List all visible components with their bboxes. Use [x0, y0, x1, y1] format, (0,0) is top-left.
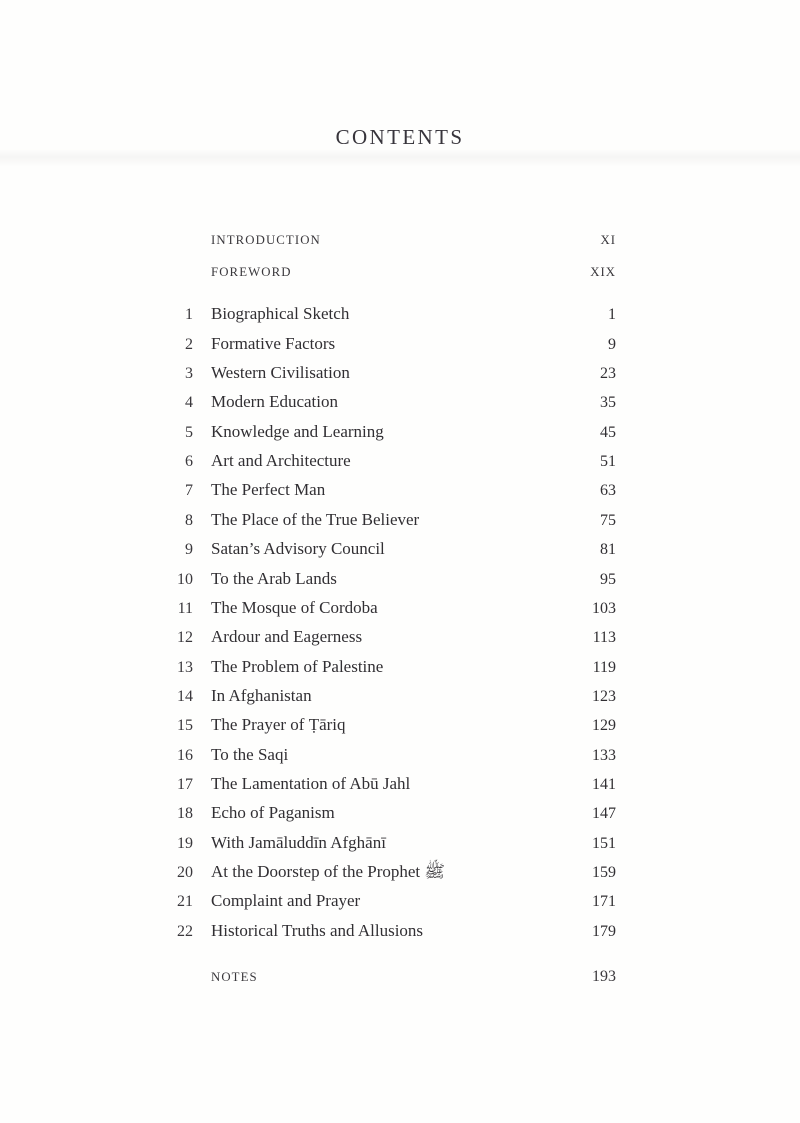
- chapter-title: Western Civilisation: [211, 363, 350, 383]
- chapter-list: [148, 299, 616, 945]
- page-number: 159: [592, 864, 616, 882]
- chapter-title: Ardour and Eagerness: [211, 627, 363, 647]
- chapter-number: 6: [185, 453, 193, 471]
- page-number: 141: [592, 776, 616, 794]
- page-number: 9: [608, 335, 616, 353]
- page-number: 35: [600, 394, 616, 412]
- table-of-contents: [148, 224, 616, 993]
- chapter-row: [148, 299, 616, 328]
- chapter-row: [148, 740, 616, 769]
- page-number: 75: [600, 511, 616, 529]
- section-label: FOREWORD: [211, 265, 292, 279]
- chapter-number: 5: [185, 423, 193, 441]
- section-label: INTRODUCTION: [211, 233, 321, 247]
- front-matter-row: [148, 224, 616, 256]
- chapter-number: 2: [185, 335, 193, 353]
- chapter-title: Knowledge and Learning: [211, 421, 384, 441]
- chapter-row: [148, 505, 616, 534]
- page-number: 1: [608, 306, 616, 324]
- back-matter-row: [148, 961, 616, 993]
- chapter-row: [148, 446, 616, 475]
- chapter-number: 10: [177, 570, 193, 588]
- page-number: 193: [592, 967, 616, 985]
- chapter-row: [148, 857, 616, 886]
- chapter-number: 19: [177, 834, 193, 852]
- chapter-title: Art and Architecture: [211, 451, 351, 471]
- chapter-row: [148, 886, 616, 915]
- chapter-title: Complaint and Prayer: [211, 891, 361, 911]
- chapter-row: [148, 564, 616, 593]
- chapter-row: [148, 358, 616, 387]
- chapter-row: [148, 622, 616, 651]
- chapter-row: [148, 417, 616, 446]
- page-number: 113: [592, 629, 616, 647]
- chapter-number: 3: [185, 365, 193, 383]
- chapter-row: [148, 652, 616, 681]
- chapter-number: 8: [185, 511, 193, 529]
- page-number: 95: [600, 570, 616, 588]
- chapter-row: [148, 593, 616, 622]
- chapter-number: 9: [185, 541, 193, 559]
- chapter-number: 1: [185, 306, 193, 324]
- chapter-number: 18: [177, 805, 193, 823]
- chapter-title: Satan’s Advisory Council: [211, 539, 385, 559]
- chapter-row: [148, 329, 616, 358]
- chapter-title: Historical Truths and Allusions: [211, 920, 424, 940]
- page-number: XI: [600, 233, 616, 247]
- section-label: NOTES: [211, 969, 258, 984]
- chapter-title: To the Saqi: [211, 744, 289, 764]
- chapter-row: [148, 710, 616, 739]
- chapter-row: [148, 534, 616, 563]
- page-number: 51: [600, 453, 616, 471]
- chapter-number: 21: [177, 893, 193, 911]
- chapter-number: 11: [177, 599, 193, 617]
- chapter-row: [148, 916, 616, 945]
- chapter-row: [148, 387, 616, 416]
- chapter-number: 22: [177, 922, 193, 940]
- chapter-title: With Jamāluddīn Afghānī: [211, 832, 386, 852]
- chapter-number: 12: [177, 629, 193, 647]
- page-number: 63: [600, 482, 616, 500]
- page-number: 179: [592, 922, 616, 940]
- page-number: 81: [600, 541, 616, 559]
- page-number: 23: [600, 365, 616, 383]
- chapter-number: 13: [177, 658, 193, 676]
- chapter-title: Echo of Paganism: [211, 803, 335, 823]
- chapter-title: The Prayer of Ṭāriq: [211, 715, 346, 735]
- chapter-number: 20: [177, 864, 193, 882]
- chapter-title: The Lamentation of Abū Jahl: [211, 774, 411, 794]
- chapter-title: At the Doorstep of the Prophet ﷺ: [211, 862, 445, 882]
- page-number: 147: [592, 805, 616, 823]
- chapter-title: To the Arab Lands: [211, 568, 337, 588]
- page-number: 171: [592, 893, 616, 911]
- page-number: 103: [592, 599, 616, 617]
- chapter-title: Biographical Sketch: [211, 304, 350, 324]
- chapter-number: 16: [177, 746, 193, 764]
- page-number: 119: [592, 658, 616, 676]
- chapter-title: In Afghanistan: [211, 685, 312, 705]
- page-number: XIX: [590, 265, 616, 279]
- page-number: 133: [592, 746, 616, 764]
- page-number: 45: [600, 423, 616, 441]
- chapter-row: [148, 828, 616, 857]
- chapter-row: [148, 681, 616, 710]
- front-matter-row: [148, 256, 616, 288]
- chapter-row: [148, 475, 616, 504]
- chapter-number: 7: [185, 482, 193, 500]
- page-number: 123: [592, 687, 616, 705]
- scan-artifact-band: [0, 149, 800, 167]
- page-number: 129: [592, 717, 616, 735]
- chapter-title: The Perfect Man: [211, 480, 326, 500]
- back-matter-list: [148, 961, 616, 993]
- chapter-title: The Mosque of Cordoba: [211, 597, 378, 617]
- chapter-title: Formative Factors: [211, 333, 336, 353]
- chapter-title: Modern Education: [211, 392, 338, 412]
- chapter-title: The Place of the True Believer: [211, 509, 420, 529]
- chapter-title: The Problem of Palestine: [211, 656, 384, 676]
- page-number: 151: [592, 834, 616, 852]
- front-matter-list: [148, 224, 616, 288]
- chapter-number: 17: [177, 776, 193, 794]
- chapter-row: [148, 798, 616, 827]
- chapter-number: 15: [177, 717, 193, 735]
- chapter-number: 4: [185, 394, 193, 412]
- page-title: CONTENTS: [335, 125, 465, 149]
- chapter-number: 14: [177, 687, 193, 705]
- chapter-row: [148, 769, 616, 798]
